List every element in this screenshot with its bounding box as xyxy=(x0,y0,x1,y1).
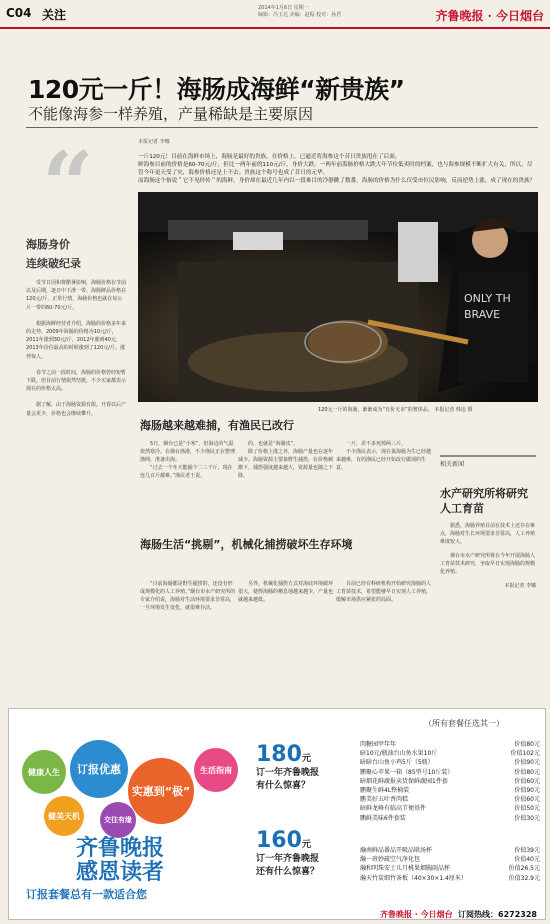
left-paragraph: 根据海鲜经营者介绍，海肠的价格多年来的走势，2009年海肠的价格为10元/斤，2011年涨到30元/斤，2012年涨到40元，2013年价位最高的时候涨到了120元/斤。涨势惊人。 xyxy=(26,320,127,360)
article-photo xyxy=(138,192,538,402)
hotline-number: 6272328 xyxy=(498,910,537,919)
gift-row xyxy=(360,814,540,823)
gift-list-2 xyxy=(360,846,540,883)
body-paragraph: 不少渔民表示，现在靠海肠为生已经越来越难，有的渔民已经开始改行做别的生意。 xyxy=(336,449,432,471)
left-paragraph: 春节之前一段时间，海肠的价格曾经短暂下跌，但目前行情依然坚挺，不少买家都表示现在的价格太高。 xyxy=(26,369,127,393)
gift-row xyxy=(360,749,540,758)
gift-item: 暗10元/瓶油台山鱼水果10斤 xyxy=(360,750,438,758)
bubble-fitness: 健美天机 xyxy=(44,796,84,836)
body-paragraph: 一斤，差不多死掉两三斤。 xyxy=(346,441,407,447)
subsection-heading-1: 海肠越来越难捕，有渔民已改行 xyxy=(140,419,294,432)
ad-choice-note: （所有套餐任选其一） xyxy=(424,719,504,728)
body-paragraph: “过去一个冬天能捕个二三千斤，现在连几百斤都难。”渔民老王说。 xyxy=(140,465,233,479)
body-column-3 xyxy=(336,440,432,472)
gift-row xyxy=(360,846,540,855)
offer-180-q2: 有什么惊喜？ xyxy=(256,781,311,791)
section-name: 关注 xyxy=(42,8,67,22)
gift-price: 价值50元 xyxy=(514,805,540,813)
quote-mark-icon: “ xyxy=(42,132,94,238)
gift-price: 价值102元 xyxy=(510,750,540,758)
gift-price: 价值90元 xyxy=(514,787,540,795)
gift-item: 瀚天竹炭细竹茶板（40×30×1.4厘米） xyxy=(360,874,467,882)
body-paragraph: “目前海肠都是野生捕捞的，还没有形成规模化的人工养殖。”烟台市水产研究所的专家介绍说，海肠对生活环境要求非常高，一旦环境发生变化，就很难存活。 xyxy=(140,581,236,611)
body-column-6 xyxy=(336,580,432,604)
offer-180-unit: 元 xyxy=(301,754,311,764)
related-news-paragraph: 烟台市水产研究所将在今年开展海肠人工育苗技术研究，争取早日实现海肠的规模化养殖。 xyxy=(440,553,536,575)
gift-item: 瀚和明珠安士儿月桃果烟胸雨品杯 xyxy=(360,865,451,873)
subheadline: 不能像海参一样养殖，产量稀缺是主要原因 xyxy=(28,105,314,123)
gift-price: 价值60元 xyxy=(514,777,540,785)
gift-item: 暗鲜龙峰有临高节便基件 xyxy=(360,805,427,813)
gift-row xyxy=(360,855,540,864)
subsection-heading-2: 海肠生活“挑剔”，机械化捕捞破坏生存环境 xyxy=(140,538,353,551)
gift-row xyxy=(360,758,540,767)
bubble-discount: 订报优惠 xyxy=(70,740,128,798)
gift-row xyxy=(360,795,540,804)
gift-price: 价值90元 xyxy=(514,759,540,767)
bubble-social: 交往有缘 xyxy=(100,802,136,838)
photo-caption: 120元一斤的海肠，渐渐成为“有价无市”的奢侈品。 本报记者 韩逵 摄 xyxy=(318,407,473,413)
ad-title-line-1: 齐鲁晚报 xyxy=(75,835,164,861)
ad-bubbles xyxy=(10,740,240,850)
ad-subtitle: 订报套餐总有一款适合您 xyxy=(26,888,147,901)
gift-price: 价值80元 xyxy=(514,768,540,776)
body-paragraph: 的，也就是“海肠皮”。 xyxy=(248,441,299,447)
footer-logo: 齐鲁晚报 · 今日烟台 xyxy=(380,910,453,919)
gift-price: 价值39元 xyxy=(514,847,540,854)
gift-row xyxy=(360,786,540,795)
body-column-4 xyxy=(140,580,236,612)
header-meta xyxy=(258,5,408,19)
gift-item: 瀚南鲜品番品开吸品联汤杯 xyxy=(360,847,433,854)
hotline-label: 订阅热线： xyxy=(458,910,498,919)
header-date: 2014年1月6日 星期一 xyxy=(258,5,309,11)
gift-item: 鹏美好五叶香肉糕 xyxy=(360,796,409,804)
related-news-byline: 本报记者 李娜 xyxy=(504,583,536,589)
related-news-tag: 相关新闻 xyxy=(440,455,536,468)
gift-item: 瀚一班妙疏空气净化包 xyxy=(360,856,421,864)
page-header xyxy=(0,0,550,30)
svg-text:BRAVE: BRAVE xyxy=(464,308,501,321)
gift-item: 肉糖园甲年年 xyxy=(360,741,397,748)
photo-fisherman-with-net xyxy=(138,192,538,402)
gift-row xyxy=(360,768,540,777)
left-paragraph: 据了解，由于海肠资源有限，开春以后产量会更少，价格也会继续攀升。 xyxy=(26,402,127,417)
offer-160 xyxy=(256,828,319,879)
gift-row xyxy=(360,804,540,813)
left-heading-2: 连续破纪录 xyxy=(26,257,81,270)
gift-item: 鹏聚生鲜4L整桶装 xyxy=(360,787,410,795)
offer-180-q1: 订一年齐鲁晚报 xyxy=(256,768,320,778)
gift-list-1 xyxy=(360,740,540,823)
gift-price: 价值40元 xyxy=(514,856,540,864)
body-paragraph: 目前已经有科研机构开始研究海肠的人工育苗技术，希望能够早日实现人工养殖，缓解市场供应紧张的局面。 xyxy=(336,581,432,603)
ad-title xyxy=(40,836,200,884)
body-paragraph: 另外，机械化捕捞方式对海底环境破坏很大，使得海肠的栖息地越来越少，产量也就越来越低。 xyxy=(238,581,334,603)
gift-item: 暗暗台山鱼小鸡5斤（5瓶） xyxy=(360,759,434,767)
gift-item: 鹏聚心苹果一箱（85型号10斤装） xyxy=(360,768,454,776)
svg-text:ONLY TH: ONLY TH xyxy=(464,292,511,305)
offer-180 xyxy=(256,742,319,793)
bubble-guide: 生活指南 xyxy=(194,748,238,792)
gift-row xyxy=(360,740,540,749)
header-rule xyxy=(0,27,550,29)
related-news-paragraph: 据悉，海肠养殖目前在技术上还存在难点，海肠对生长环境要求非常高，人工养殖难度较大。 xyxy=(440,523,536,545)
related-news-box xyxy=(440,455,536,590)
gift-item: 暗烟花鲜蔬报卖货保鲜蔬园1件套 xyxy=(360,777,448,785)
bubble-health: 健康人生 xyxy=(22,750,66,794)
header-editors: 编辑：冯玉达 美编：赵振 校对：孙君 xyxy=(258,12,342,18)
offer-180-price: 180 xyxy=(256,742,302,767)
article-intro: 一斤120元！目前在海鲜市场上，海肠是最好的贵族，在价格上，已逼近将海参这个昔日贵族甩在了后面。 鲜海参目前的价格是60-70元/斤，但比一两年前的110元/斤，身价大跌。一两年前海肠价格大跌大年节位低卖时的档案，也与海参规模不断扩大有关，所以，尽管今年更天受了灾，海参价格还是上不去。贵族这个称号也成了昔日的元华。 而海肠这个俗说＂它不见经传＂的海鲜，身价却在最近几年内以一段难目的冷静跳了数番，海肠的价格为什么仅受市位民影响，反而逆势上涨，成了现在的贵族？ xyxy=(138,154,536,184)
gift-price: 价值26.5元 xyxy=(508,865,540,873)
gift-row xyxy=(360,864,540,873)
body-paragraph: 除了价格上涨之外，海肠产量也在逐年减少。海肠资源主要靠野生捕捞，在价格刺激下，捕捞强度越来越大，资源量也随之下降。 xyxy=(238,449,334,479)
headline: 120元一斤！海肠成海鲜“新贵族” xyxy=(28,75,405,104)
gift-price: 价值30元 xyxy=(514,814,540,822)
offer-160-q1: 订一年齐鲁晚报 xyxy=(256,854,320,864)
gift-row xyxy=(360,874,540,883)
left-heading-1: 海肠身价 xyxy=(26,238,70,251)
ad-title-line-2: 感恩读者 xyxy=(75,859,164,885)
gift-price: 价值80元 xyxy=(514,741,540,748)
headline-rule xyxy=(26,127,538,128)
related-news-headline: 水产研究所将研究人工育苗 xyxy=(440,487,528,515)
gift-price: 价值60元 xyxy=(514,796,540,804)
masthead-logo: 齐鲁晚报 · 今日烟台 xyxy=(435,9,544,23)
footer-hotline xyxy=(458,909,537,920)
byline: 本报记者 李娜 xyxy=(138,139,170,145)
page-number: C04 xyxy=(6,6,32,20)
body-column-1 xyxy=(140,440,236,480)
body-paragraph: 5日，烟台已是“小寒”，但海边的气温依然寒冷。在烟台渔港，不少渔民正在整理渔网，准备出海。 xyxy=(140,441,236,463)
body-column-5 xyxy=(238,580,334,604)
gift-price: 价值32.9元 xyxy=(508,874,540,882)
left-paragraph: 受节日因和将酷暑影响，海肠价格在节前以及后期，逐日中下滑一带，海肠鲜品价格在120元/斤，正常行情，海肠价格也就在每公斤一带的60-70元/斤。 xyxy=(26,280,127,311)
offer-160-q2: 还有什么惊喜？ xyxy=(256,867,320,877)
left-column xyxy=(26,236,126,418)
gift-item: 鹏鲜美味6件套装 xyxy=(360,814,406,822)
gift-row xyxy=(360,777,540,786)
bubble-value: 实惠到“极” xyxy=(128,758,194,824)
body-column-2 xyxy=(238,440,334,480)
offer-160-price: 160 xyxy=(256,828,302,853)
offer-160-unit: 元 xyxy=(301,840,311,850)
